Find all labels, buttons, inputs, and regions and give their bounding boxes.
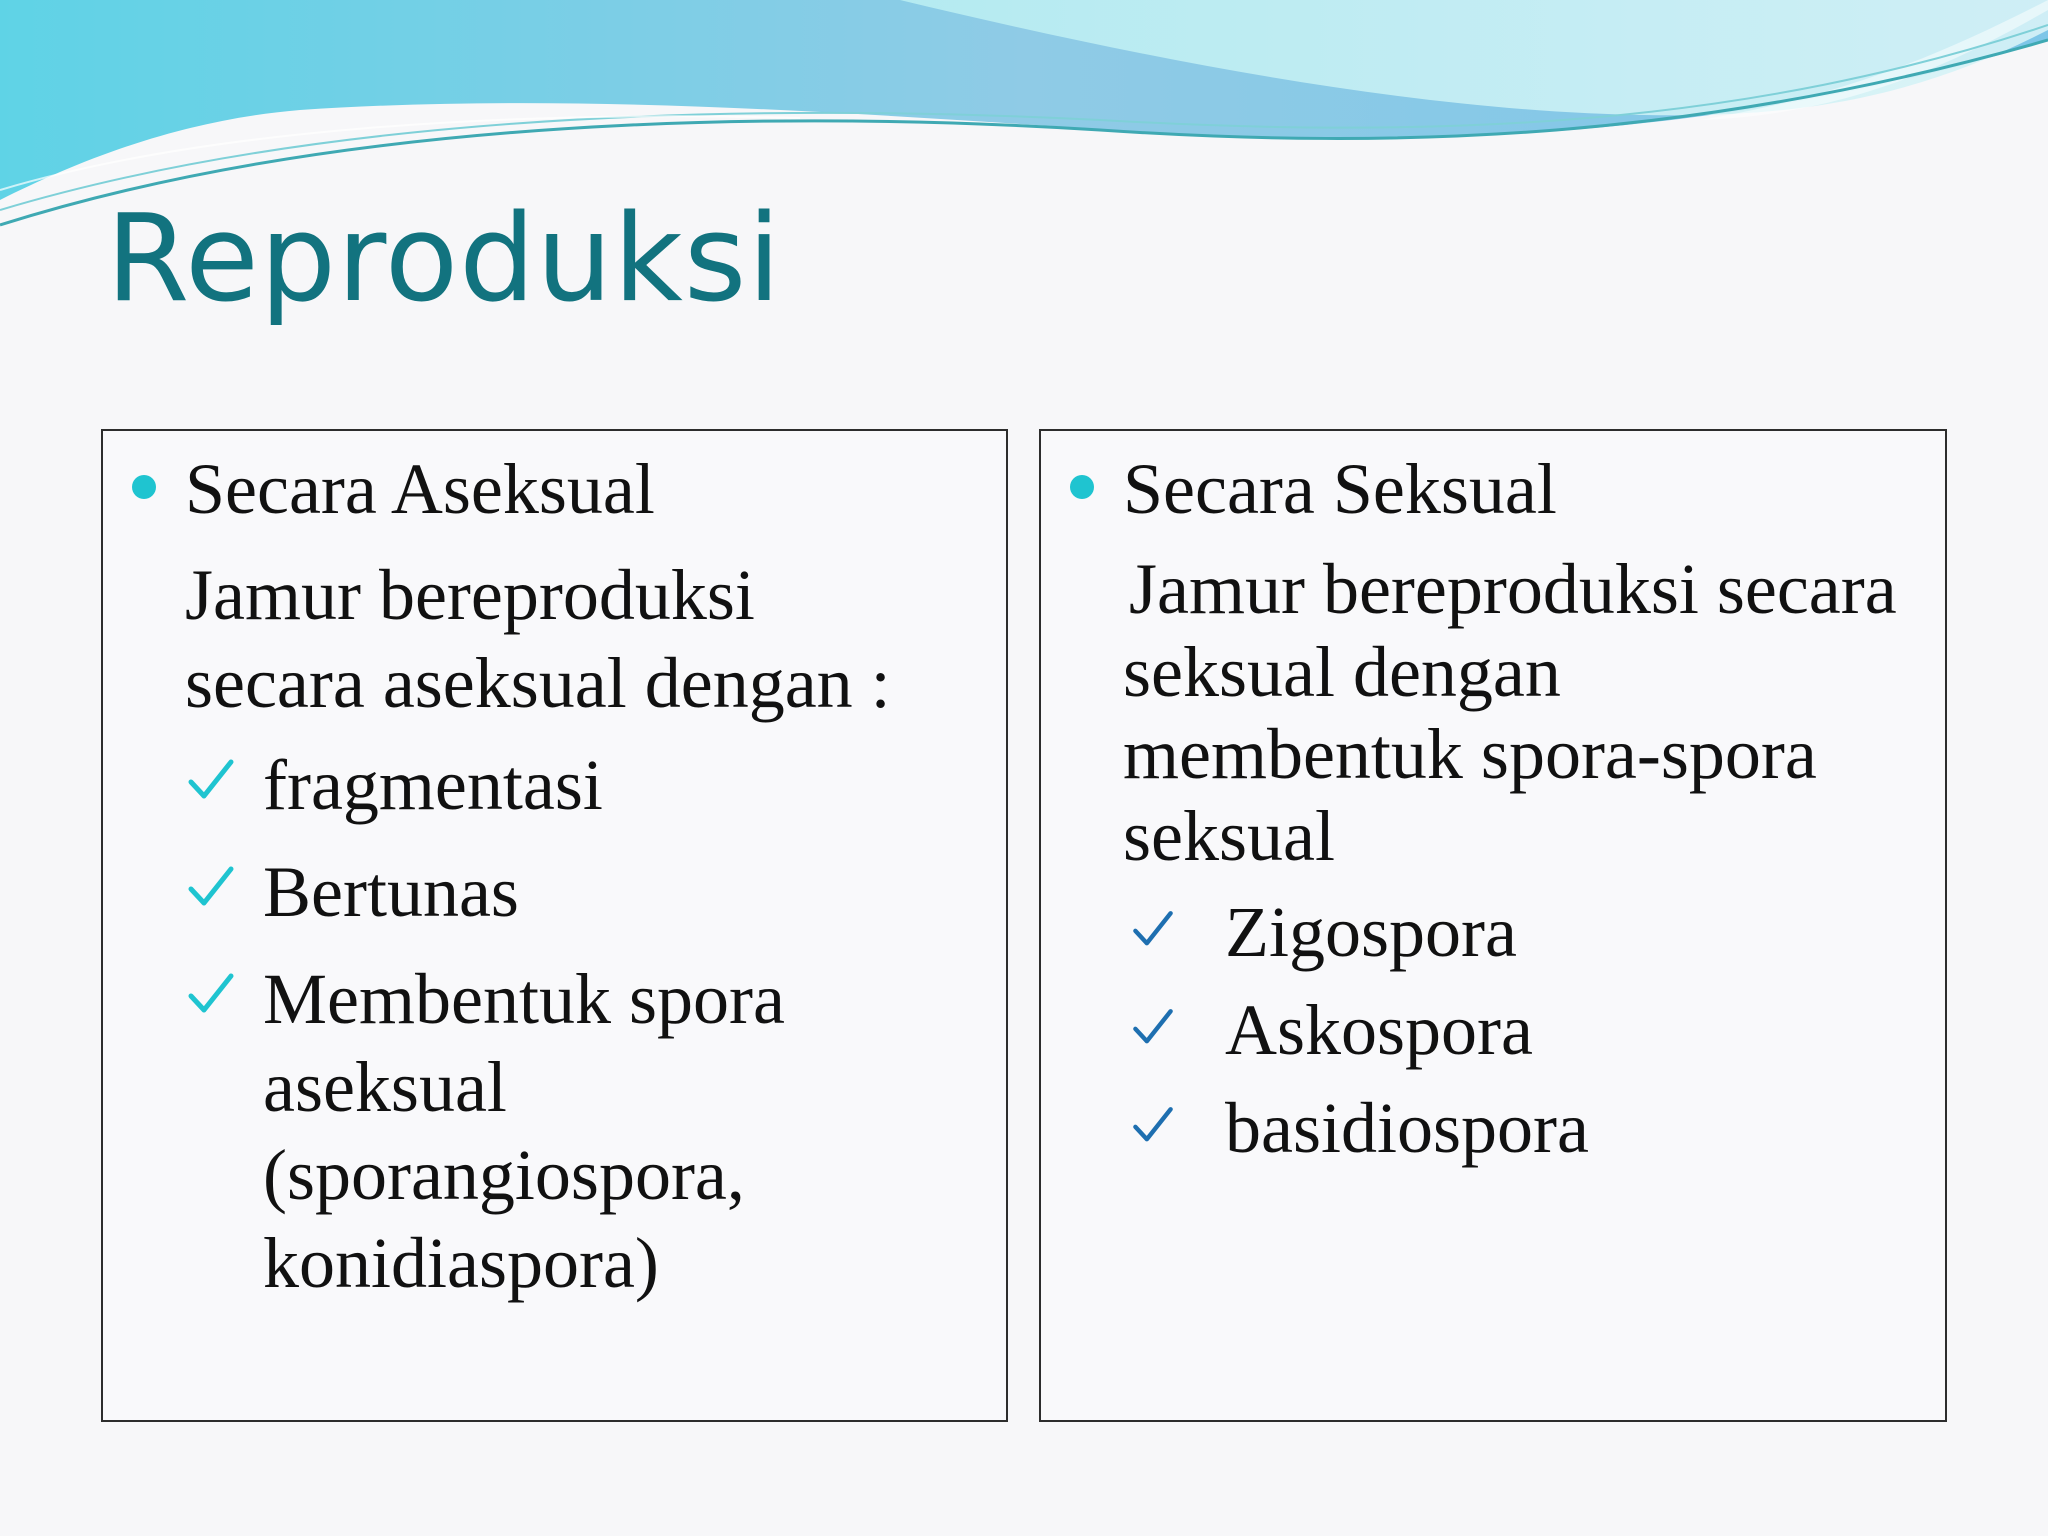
sexual-item-askospora: Askospora [1225,990,1533,1070]
sexual-item-basidiospora: basidiospora [1225,1088,1589,1168]
asexual-item-spora-line-3: (sporangiospora, [263,1135,745,1215]
sexual-intro-line-2: seksual dengan [1123,632,1561,712]
sexual-reproduction-box [1039,429,1947,1422]
slide-title: Reproduksi [106,190,782,329]
asexual-item-spora-line-2: aseksual [263,1047,507,1127]
sexual-heading: Secara Seksual [1123,449,1557,529]
asexual-intro-line-2: secara aseksual dengan : [185,643,891,723]
sexual-item-zigospora: Zigospora [1225,892,1517,972]
asexual-item-fragmentasi: fragmentasi [263,745,603,825]
checkmark-icon [1131,1104,1175,1148]
sexual-intro-line-4: seksual [1123,796,1335,876]
checkmark-icon [186,970,236,1020]
asexual-item-bertunas: Bertunas [263,852,519,932]
sexual-intro-line-3: membentuk spora-spora [1123,714,1817,794]
checkmark-icon [1131,908,1175,952]
asexual-item-spora-line-4: konidiaspora) [263,1223,659,1303]
bullet-dot-icon [132,475,156,499]
asexual-intro-line-1: Jamur bereproduksi [185,555,755,635]
checkmark-icon [186,863,236,913]
bullet-dot-icon [1070,475,1094,499]
asexual-heading: Secara Aseksual [185,449,655,529]
asexual-reproduction-box [101,429,1008,1422]
asexual-item-spora-line-1: Membentuk spora [263,959,785,1039]
sexual-intro-line-1: Jamur bereproduksi secara [1129,549,1897,629]
checkmark-icon [1131,1006,1175,1050]
checkmark-icon [186,756,236,806]
